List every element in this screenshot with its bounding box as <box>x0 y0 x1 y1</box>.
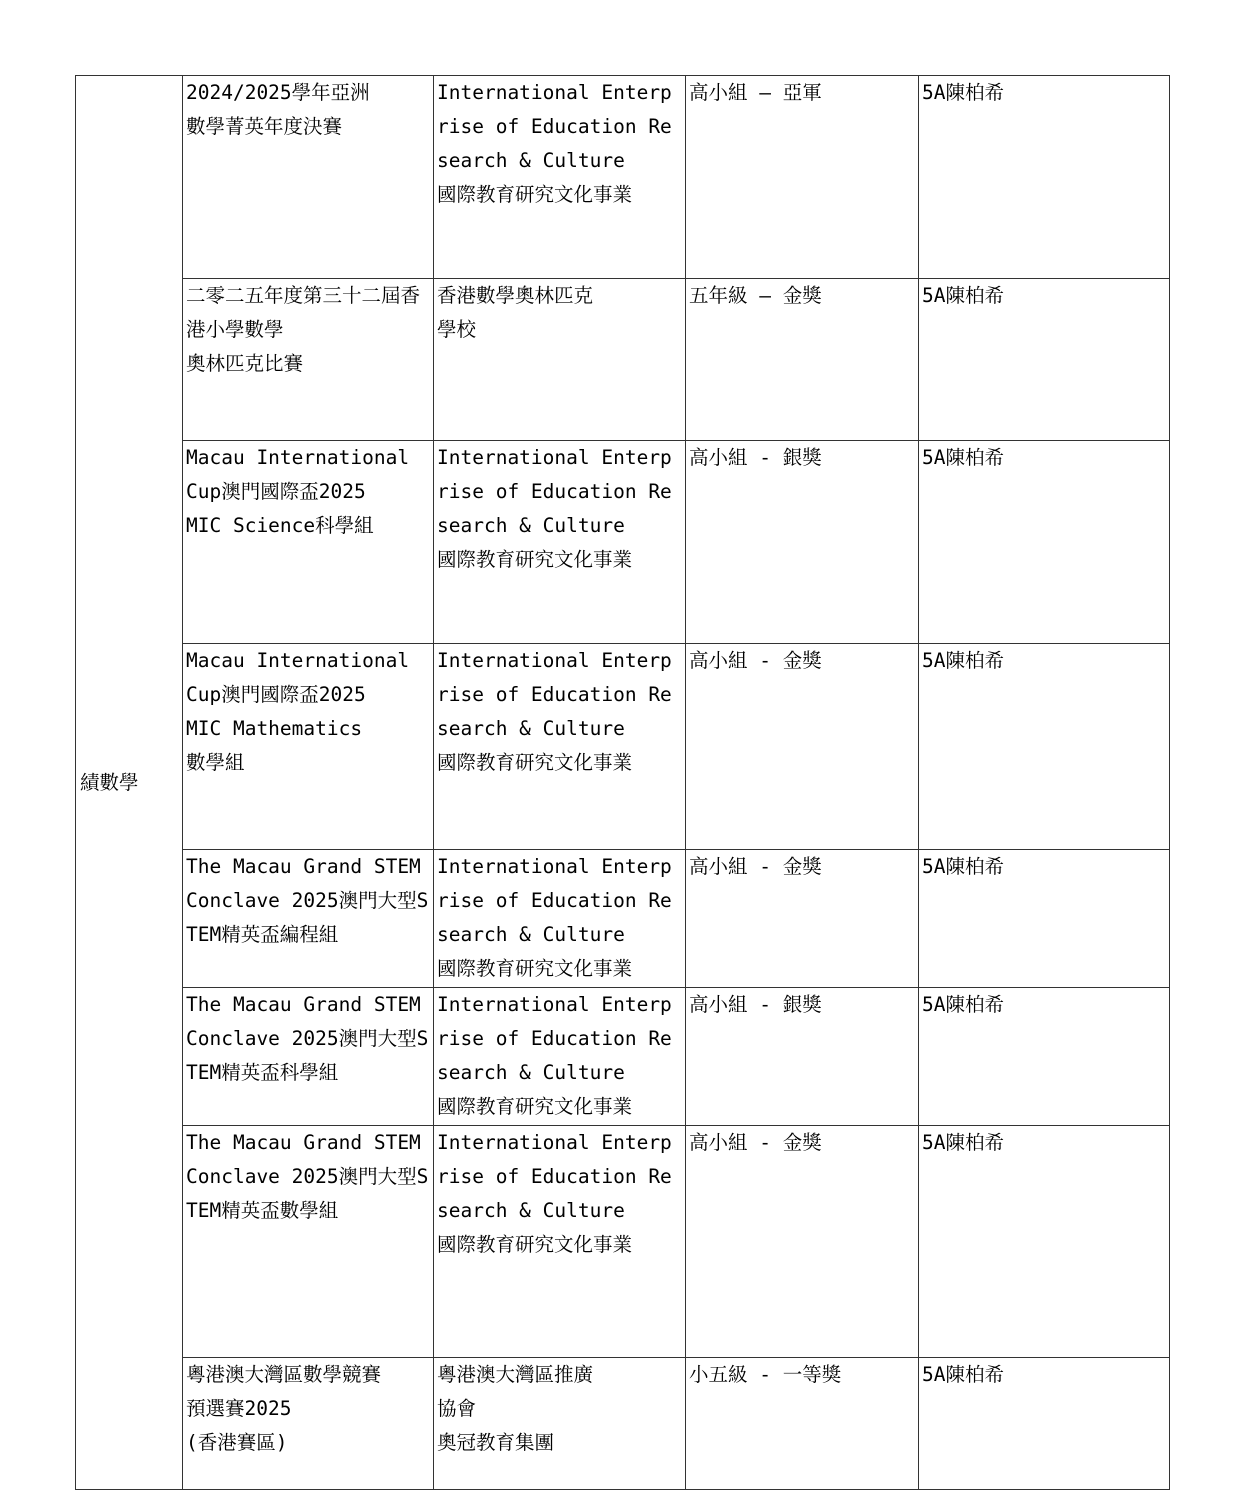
table-row <box>76 644 1170 850</box>
organizer-cell <box>434 850 686 988</box>
table-row <box>76 1126 1170 1358</box>
organizer-line: 學校 <box>437 318 477 341</box>
award-text: 高小組 - 金獎 <box>689 649 822 672</box>
competition-cell <box>183 279 434 441</box>
award-cell <box>686 1358 919 1490</box>
award-cell <box>686 279 919 441</box>
awards-table-body <box>76 76 1170 1490</box>
competition-line: The Macau Grand STEM Conclave 2025澳門大型STEM精英盃數學組 <box>186 1131 433 1222</box>
student-cell <box>919 279 1170 441</box>
organizer-cell <box>434 76 686 279</box>
award-text: 小五級 - 一等獎 <box>689 1363 842 1386</box>
student-cell <box>919 644 1170 850</box>
competition-line: Macau International Cup澳門國際盃2025 <box>186 649 421 706</box>
table-row <box>76 1358 1170 1490</box>
table-row <box>76 988 1170 1126</box>
award-text: 高小組 - 銀獎 <box>689 993 822 1016</box>
competition-line: The Macau Grand STEM Conclave 2025澳門大型STEM精英盃科學組 <box>186 993 433 1084</box>
award-text: 高小組 - 金獎 <box>689 1131 822 1154</box>
table-row <box>76 76 1170 279</box>
competition-cell <box>183 850 434 988</box>
award-text: 高小組 - 銀獎 <box>689 446 822 469</box>
organizer-cell <box>434 644 686 850</box>
organizer-line: International Enterprise of Education Research & Culture <box>437 649 672 740</box>
competition-line: The Macau Grand STEM Conclave 2025澳門大型STEM精英盃編程組 <box>186 855 433 946</box>
organizer-line: 奧冠教育集團 <box>437 1431 555 1454</box>
organizer-line: International Enterprise of Education Research & Culture <box>437 993 672 1084</box>
student-name: 5A陳柏希 <box>922 81 1004 104</box>
student-name: 5A陳柏希 <box>922 1131 1004 1154</box>
competition-line: 2024/2025學年亞洲 <box>186 81 370 104</box>
award-cell <box>686 850 919 988</box>
award-text: 高小組 – 亞軍 <box>689 81 822 104</box>
student-cell <box>919 76 1170 279</box>
organizer-cell <box>434 1358 686 1490</box>
student-name: 5A陳柏希 <box>922 284 1004 307</box>
competition-cell <box>183 76 434 279</box>
competition-cell <box>183 1126 434 1358</box>
table-row <box>76 279 1170 441</box>
organizer-line: 國際教育研究文化事業 <box>437 1095 633 1118</box>
student-cell <box>919 1126 1170 1358</box>
competition-line: MIC Science科學組 <box>186 514 374 537</box>
organizer-line: 國際教育研究文化事業 <box>437 957 633 980</box>
award-cell <box>686 1126 919 1358</box>
competition-line: 二零二五年度第三十二屆香港小學數學 <box>186 284 421 341</box>
organizer-line: International Enterprise of Education Research & Culture <box>437 855 672 946</box>
organizer-cell <box>434 441 686 644</box>
award-cell <box>686 644 919 850</box>
subject-label: 績數學 <box>80 770 139 794</box>
competition-line: MIC Mathematics <box>186 717 363 740</box>
competition-cell <box>183 1358 434 1490</box>
competition-line: 粵港澳大灣區數學競賽 <box>186 1363 382 1386</box>
award-text: 高小組 - 金獎 <box>689 855 822 878</box>
student-name: 5A陳柏希 <box>922 993 1004 1016</box>
organizer-line: International Enterprise of Education Research & Culture <box>437 1131 672 1222</box>
organizer-line: 國際教育研究文化事業 <box>437 548 633 571</box>
award-text: 五年級 – 金獎 <box>689 284 822 307</box>
competition-cell <box>183 441 434 644</box>
award-cell <box>686 988 919 1126</box>
student-cell <box>919 850 1170 988</box>
student-cell <box>919 988 1170 1126</box>
organizer-cell <box>434 988 686 1126</box>
awards-table <box>75 75 1170 1490</box>
organizer-line: 粵港澳大灣區推廣 <box>437 1363 594 1386</box>
organizer-line: 協會 <box>437 1397 477 1420</box>
organizer-line: International Enterprise of Education Research & Culture <box>437 446 672 537</box>
competition-line: Macau International Cup澳門國際盃2025 <box>186 446 421 503</box>
student-cell <box>919 441 1170 644</box>
student-name: 5A陳柏希 <box>922 1363 1004 1386</box>
table-row <box>76 850 1170 988</box>
competition-line: (香港賽區) <box>186 1431 288 1454</box>
competition-line: 奧林匹克比賽 <box>186 352 304 375</box>
organizer-line: 國際教育研究文化事業 <box>437 1233 633 1256</box>
competition-cell <box>183 644 434 850</box>
student-name: 5A陳柏希 <box>922 649 1004 672</box>
competition-line: 數學組 <box>186 751 245 774</box>
organizer-line: 國際教育研究文化事業 <box>437 183 633 206</box>
award-cell <box>686 441 919 644</box>
student-cell <box>919 1358 1170 1490</box>
student-name: 5A陳柏希 <box>922 446 1004 469</box>
table-row <box>76 441 1170 644</box>
competition-line: 預選賽2025 <box>186 1397 292 1420</box>
organizer-cell <box>434 1126 686 1358</box>
organizer-line: International Enterprise of Education Research & Culture <box>437 81 672 172</box>
organizer-line: 香港數學奧林匹克 <box>437 284 594 307</box>
organizer-cell <box>434 279 686 441</box>
award-cell <box>686 76 919 279</box>
subject-cell <box>76 76 183 1490</box>
student-name: 5A陳柏希 <box>922 855 1004 878</box>
competition-line: 數學菁英年度決賽 <box>186 115 343 138</box>
competition-cell <box>183 988 434 1126</box>
organizer-line: 國際教育研究文化事業 <box>437 751 633 774</box>
